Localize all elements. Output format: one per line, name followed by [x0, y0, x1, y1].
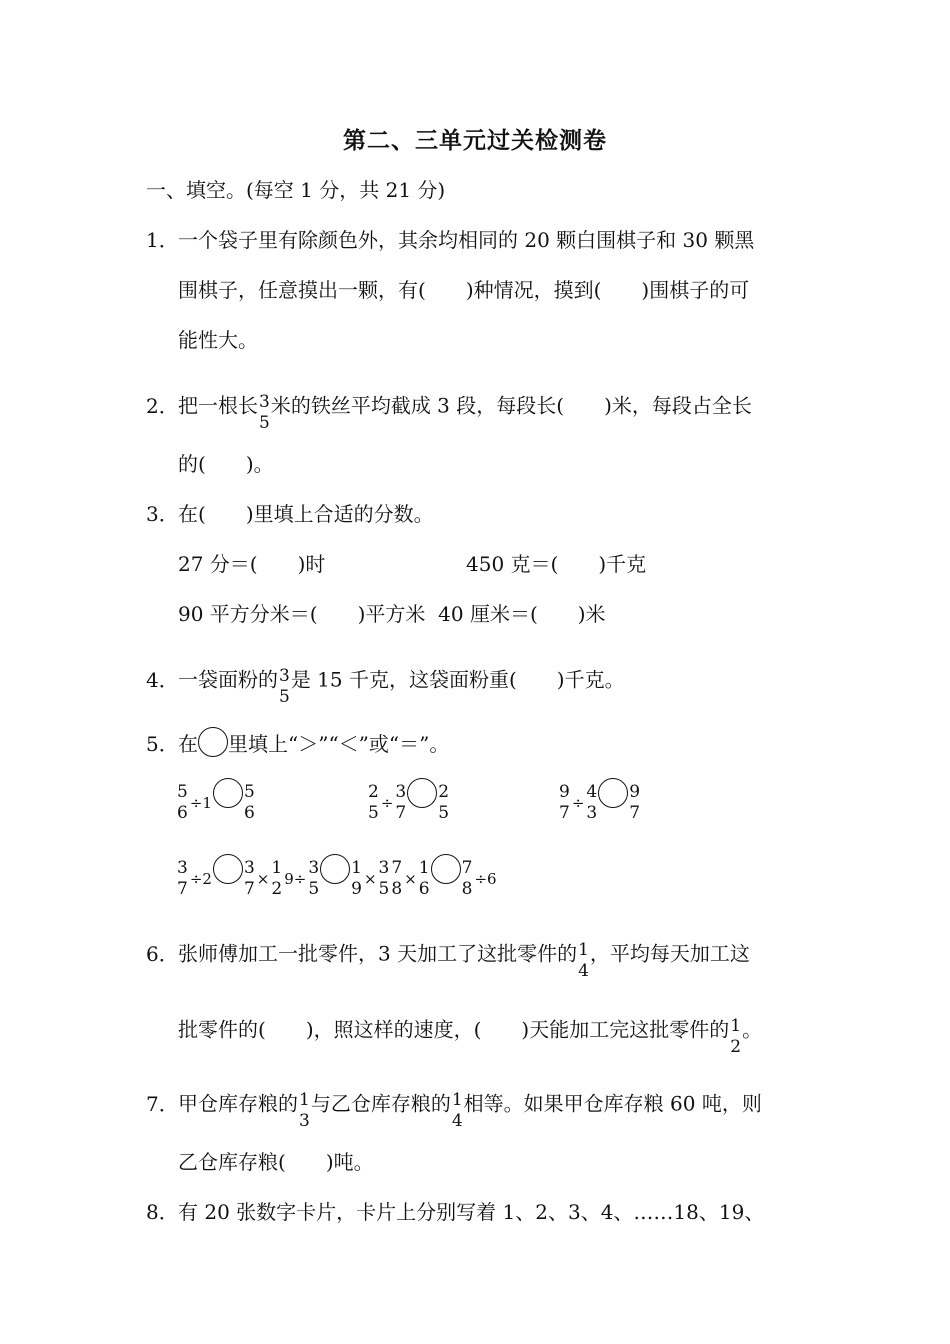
fraction: 1 4 [578, 940, 589, 981]
question-text: )千克 [598, 552, 647, 576]
fraction: 3 5 [279, 666, 290, 707]
compare-circle[interactable] [407, 778, 437, 808]
question-5-line-1 [146, 730, 449, 761]
question-text: 一个袋子里有除颜色外，其余均相同的 20 颗白围棋子和 30 颗黑 [178, 228, 755, 252]
question-text: 在 [178, 732, 198, 756]
page-title: 第二、三单元过关检测卷 [343, 128, 607, 154]
question-text: 甲仓库存粮的 [178, 1091, 298, 1116]
question-number: 4． [146, 667, 179, 692]
question-number: 2． [146, 393, 179, 418]
question-text: 与乙仓库存粮的 [310, 1091, 451, 1116]
question-text: 的( [178, 452, 206, 476]
compare-expression-2: 2 5 $_\div$ 3 7 2 5 [367, 776, 450, 818]
question-number: 8． [146, 1200, 179, 1224]
question-text: 27 分＝( [178, 552, 258, 576]
question-2-line-2 [178, 450, 274, 478]
question-3-row-2 [178, 600, 606, 628]
compare-circle[interactable] [320, 854, 350, 884]
question-text: ，平均每天加工这 [589, 941, 750, 966]
question-8-line-1 [146, 1198, 764, 1226]
question-text: 里填上“＞”“＜”或“＝”。 [228, 732, 450, 756]
question-text: 米的铁丝平均截成 3 段，每段长( [270, 393, 565, 418]
question-1-line-2 [178, 276, 749, 304]
question-text: )里填上合适的分数。 [245, 502, 434, 526]
question-text: 在( [178, 502, 206, 526]
fraction: 1 4 [451, 1090, 463, 1131]
question-6-line-1 [146, 934, 750, 981]
question-text: )米，每段占全长 [604, 393, 752, 418]
compare-circle[interactable] [598, 778, 628, 808]
question-text: 批零件的( [178, 1017, 266, 1042]
question-3-row-1b [466, 550, 646, 578]
question-3-line-1 [146, 500, 434, 528]
question-text: 相等。如果甲仓库存粮 60 吨，则 [463, 1091, 762, 1116]
question-text: )天能加工完这批零件的 [521, 1017, 730, 1042]
question-text: 90 平方分米＝( [178, 602, 318, 626]
compare-expression-row-2: 3 7 $_{\div 2}$ 3 7 $_\times$ 1 2 $_{9\div}$ 3 5 1 9 $_\times$ 3 5 7 8 $_\times$ 1 6 7 8 $_{\div 6}$ [176, 852, 498, 894]
question-text: )平方米 [357, 602, 426, 626]
question-text: )种情况，摸到( [465, 278, 602, 302]
compare-circle[interactable] [213, 854, 243, 884]
fraction: 3 5 [259, 392, 270, 433]
compare-expression-3: 9 7 $_\div$ 4 3 9 7 [558, 776, 641, 818]
question-text: 把一根长 [178, 393, 258, 418]
question-text: )千克。 [556, 667, 625, 692]
section-heading: 一、填空。(每空 1 分，共 21 分) [146, 178, 446, 202]
question-text: 乙仓库存粮( [178, 1150, 286, 1174]
question-text: 一袋面粉的 [178, 667, 278, 692]
compare-expression-1: 5 6 $_{\div 1}$ 5 6 [176, 776, 256, 818]
question-7-line-1 [146, 1084, 762, 1131]
compare-circle[interactable] [198, 727, 228, 757]
question-number: 1． [146, 228, 179, 252]
question-text: )围棋子的可 [641, 278, 750, 302]
question-text: 是 15 千克，这袋面粉重( [290, 667, 517, 692]
question-text: 40 厘米＝( [438, 602, 538, 626]
question-text: 张师傅加工一批零件，3 天加工了这批零件的 [178, 941, 578, 966]
question-text: 围棋子，任意摸出一颗，有( [178, 278, 426, 302]
question-text: )，照这样的速度，( [305, 1017, 482, 1042]
question-1-line-1 [146, 226, 754, 254]
question-text: 有 20 张数字卡片，卡片上分别写着 1、2、3、4、……18、19、 [178, 1200, 765, 1224]
question-text: )。 [245, 452, 274, 476]
question-number: 7． [146, 1091, 179, 1116]
question-text: 450 克＝( [466, 552, 559, 576]
question-text: 。 [742, 1017, 763, 1042]
question-7-line-2 [178, 1148, 374, 1176]
question-number: 5． [146, 732, 179, 756]
fraction: 1 2 [730, 1016, 742, 1057]
compare-circle[interactable] [213, 778, 243, 808]
question-6-line-2 [178, 1010, 763, 1057]
question-number: 3． [146, 502, 179, 526]
question-text: )时 [297, 552, 326, 576]
question-1-line-3: 能性大。 [178, 328, 258, 352]
fraction: 1 3 [299, 1090, 310, 1131]
question-number: 6． [146, 941, 179, 966]
question-4 [146, 660, 625, 707]
question-2-line-1 [146, 386, 752, 433]
question-text: )吨。 [325, 1150, 374, 1174]
question-text: )米 [577, 602, 606, 626]
question-3-row-1a [178, 550, 325, 578]
compare-circle[interactable] [431, 854, 461, 884]
